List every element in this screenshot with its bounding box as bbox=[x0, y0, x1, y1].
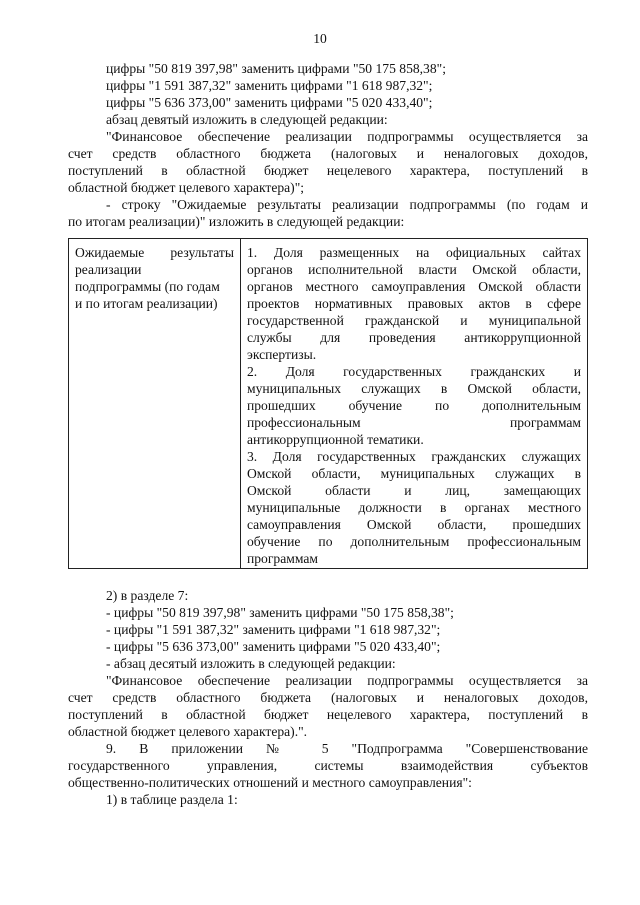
paragraph-nine-instruction: абзац девятый изложить в следующей редакции: bbox=[106, 112, 388, 127]
replace-line-1: цифры "50 819 397,98" заменить цифрами "50 175 858,38"; bbox=[106, 61, 446, 76]
row-title-cell bbox=[69, 239, 241, 569]
cell-line: проектов нормативных правовых актов в сфере bbox=[246, 296, 581, 311]
cell-line: Омской области, муниципальных служащих в bbox=[246, 466, 581, 481]
cell-line: органов местного самоуправления Омской области bbox=[246, 279, 581, 294]
cell-line: службы для проведения антикоррупционной bbox=[246, 330, 581, 345]
cell-line: подпрограммы (по годам bbox=[75, 279, 220, 294]
quote-line: счет средств областного бюджета (налоговых и неналоговых доходов, bbox=[68, 690, 588, 705]
quote-line: областной бюджет целевого характера).". bbox=[68, 724, 308, 739]
item9-line: общественно-политических отношений и местного самоуправления": bbox=[68, 775, 472, 790]
instruction-line: по итогам реализации)" изложить в следующей редакции: bbox=[68, 214, 405, 229]
section7-line-2: - цифры "1 591 387,32" заменить цифрами "1 618 987,32"; bbox=[106, 622, 441, 637]
cell-line: экспертизы. bbox=[246, 347, 317, 362]
quote-line: счет средств областного бюджета (налоговых и неналоговых доходов, bbox=[68, 146, 588, 161]
cell-line: 1. Доля размещенных на официальных сайтах bbox=[246, 245, 581, 260]
section7-line-1: - цифры "50 819 397,98" заменить цифрами "50 175 858,38"; bbox=[106, 605, 454, 620]
page-number: 10 bbox=[313, 31, 327, 46]
quote-line: поступлений в областной бюджет нецелевого характера, поступлений в bbox=[68, 707, 588, 722]
cell-line: органов исполнительной власти Омской области, bbox=[246, 262, 581, 277]
item9-line: 9. В приложении № 5 "Подпрограмма "Совершенствование bbox=[106, 741, 588, 756]
cell-line: самоуправления Омской области, прошедших bbox=[246, 517, 581, 532]
cell-line: реализации bbox=[75, 262, 142, 277]
cell-line: Ожидаемые результаты bbox=[75, 245, 234, 260]
quote-line: поступлений в областной бюджет нецелевого характера, поступлений в bbox=[68, 163, 588, 178]
replace-line-2: цифры "1 591 387,32" заменить цифрами "1 618 987,32"; bbox=[106, 78, 433, 93]
row-instruction bbox=[68, 196, 588, 230]
cell-line: Омской области и лиц, замещающих bbox=[246, 483, 581, 498]
cell-line: обучение по дополнительным профессиональным bbox=[246, 534, 581, 549]
instruction-line: - строку "Ожидаемые результаты реализации подпрограммы (по годам и bbox=[106, 197, 588, 212]
cell-line: прошедших обучение по дополнительным bbox=[246, 398, 581, 413]
cell-line: муниципальные должности в органах местного bbox=[246, 500, 581, 515]
quote-line: областной бюджет целевого характера)"; bbox=[68, 180, 305, 195]
section7-line-4: - абзац десятый изложить в следующей редакции: bbox=[106, 656, 396, 671]
quote-financing-1 bbox=[68, 128, 588, 196]
cell-line: 2. Доля государственных гражданских и bbox=[246, 364, 581, 379]
cell-line: и по итогам реализации) bbox=[75, 296, 218, 311]
cell-line: муниципальных служащих в Омской области, bbox=[246, 381, 581, 396]
quote-line: "Финансовое обеспечение реализации подпрограммы осуществляется за bbox=[106, 129, 588, 144]
row-value-cell bbox=[240, 239, 587, 569]
quote-line: "Финансовое обеспечение реализации подпрограммы осуществляется за bbox=[106, 673, 588, 688]
section7-line-3: - цифры "5 636 373,00" заменить цифрами "5 020 433,40"; bbox=[106, 639, 441, 654]
table-row bbox=[69, 239, 588, 569]
cell-line: 3. Доля государственных гражданских служащих bbox=[246, 449, 581, 464]
replace-line-3: цифры "5 636 373,00" заменить цифрами "5 020 433,40"; bbox=[106, 95, 433, 110]
section7-heading: 2) в разделе 7: bbox=[106, 588, 189, 603]
document-body bbox=[68, 60, 588, 808]
item9-line: государственного управления, системы взаимодействия субъектов bbox=[68, 758, 588, 773]
cell-line: профессиональным программам bbox=[246, 415, 581, 430]
expected-results-table bbox=[68, 238, 588, 569]
item9-subitem: 1) в таблице раздела 1: bbox=[106, 792, 238, 807]
quote-financing-2 bbox=[68, 672, 588, 740]
cell-line: программам bbox=[246, 551, 319, 566]
cell-line: антикоррупционной тематики. bbox=[246, 432, 424, 447]
cell-line: государственной гражданской и муниципальной bbox=[246, 313, 581, 328]
item-nine bbox=[68, 740, 588, 791]
